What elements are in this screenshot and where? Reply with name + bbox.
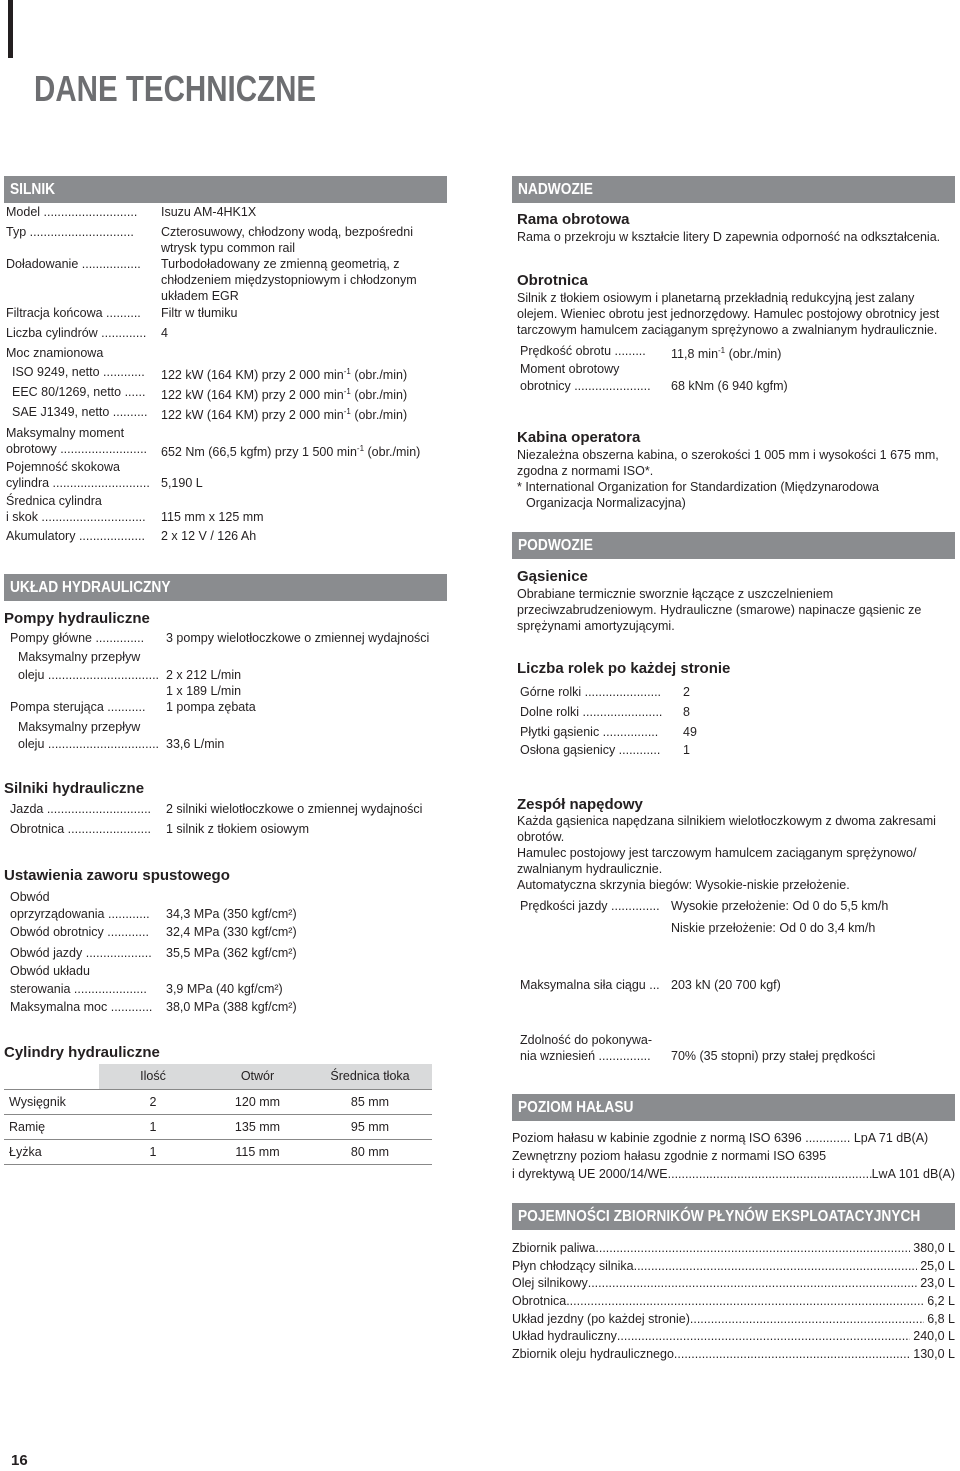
spec-value: 38,0 MPa (388 kgf/cm²) <box>166 1000 297 1014</box>
predkosc-obrotu-value: 11,8 $\min^{-1} (obr./\min)$ <box>671 346 782 361</box>
spec-label: EEC 80/1269, netto ...... <box>12 385 146 399</box>
spec-value: 33,6 L/min <box>166 737 225 751</box>
cylindry-title: Cylindry hydrauliczne <box>4 1044 160 1061</box>
spec-value: Isuzu AM-4HK1X <box>161 205 257 219</box>
spec-label: Osłona gąsienicy ............ <box>520 743 661 757</box>
cylindry-table <box>4 1064 432 1165</box>
spec-label: Maksymalna moc ............ <box>10 1000 153 1014</box>
tank-row: Zbiornik paliwa ..... 380,0 L <box>512 1240 955 1256</box>
table-cell: 135 mm <box>207 1114 308 1139</box>
obrotnica-text-line: Silnik z tłokiem osiowym i planetarną przekładnią redukcyjną jest zalany <box>517 291 915 305</box>
rolki-title: Liczba rolek po każdej stronie <box>517 660 731 677</box>
halas-line-2: Zewnętrzny poziom hałasu zgodnie z normami ISO 6395 <box>512 1149 827 1163</box>
spec-value: 4 <box>161 326 168 340</box>
table-cell: 120 mm <box>207 1089 308 1114</box>
table-cell: Wysięgnik <box>4 1089 99 1114</box>
table-cell: 95 mm <box>308 1114 432 1139</box>
predkosc-obrotu-label: Prędkość obrotu ......... <box>520 344 646 358</box>
spec-label: Obwód <box>10 890 50 904</box>
spec-value: układem EGR <box>161 289 239 303</box>
spec-value: Turbodoładowany ze zmienną geometrią, z <box>161 257 400 271</box>
section-header-hydraulika: UKŁAD HYDRAULICZNY <box>4 574 447 601</box>
table-cell: 2 <box>99 1089 207 1114</box>
spec-value: 2 x 212 L/min <box>166 668 242 682</box>
tank-row: Zbiornik oleju hydraulicznego ..... 130,0 L <box>512 1346 955 1362</box>
spec-label: sterowania ..................... <box>10 982 147 996</box>
spec-label: Płytki gąsienic ................ <box>520 725 659 739</box>
spec-value: 1 x 189 L/min <box>166 684 242 698</box>
spec-label: Akumulatory ................... <box>6 529 145 543</box>
obrotnica-text-line: olejem. Wieniec obrotu jest jednorzędowy. Hamulec postojowy obrotnicy jest <box>517 307 940 321</box>
section-header-zbiorniki: POJEMNOŚCI ZBIORNIKÓW PŁYNÓW EKSPLOATACYJNYCH <box>512 1203 955 1230</box>
spec-value: 122 kW (164 KM) przy 2 000 $\min^{-1} (obr./\min)$ <box>161 387 408 402</box>
obrotnica-title: Obrotnica <box>517 272 588 289</box>
zespol-text-line: obrotów. <box>517 830 565 844</box>
spec-value: 1 silnik z tłokiem osiowym <box>166 822 310 836</box>
page-accent-bar <box>8 0 13 58</box>
zespol-text-line: zwalnianym hydraulicznie. <box>517 862 663 876</box>
spec-label: Pompa sterująca ........... <box>10 700 146 714</box>
spec-value: Czterosuwowy, chłodzony wodą, bezpośredni <box>161 225 413 239</box>
table-header-cell: Średnica tłoka <box>308 1064 432 1089</box>
spec-value: 32,4 MPa (330 kgf/cm²) <box>166 925 297 939</box>
tank-row: Układ hydrauliczny ..... 240,0 L <box>512 1328 955 1344</box>
tank-row: Układ jezdny (po każdej stronie) ..... 6,8 L <box>512 1311 955 1327</box>
spec-label: Typ .............................. <box>6 225 134 239</box>
moment-label: Moment obrotowy <box>520 362 620 376</box>
moment-value: 68 kNm (6 940 kgfm) <box>671 379 788 393</box>
spec-label: Maksymalny moment <box>6 426 125 440</box>
table-cell: 115 mm <box>207 1139 308 1164</box>
spec-value: 1 <box>683 743 690 757</box>
spec-value: 5,190 L <box>161 476 203 490</box>
table-header-cell: Ilość <box>99 1064 207 1089</box>
sila-label: Maksymalna siła ciągu ... <box>520 978 660 992</box>
spec-label: Filtracja końcowa .......... <box>6 306 141 320</box>
spec-label: Moc znamionowa <box>6 346 104 360</box>
spec-label: i skok .............................. <box>6 510 146 524</box>
spec-label: cylindra ............................ <box>6 476 150 490</box>
spec-value: chłodzeniem międzystopniowym i chłodzonym <box>161 273 417 287</box>
spec-label: Dolne rolki ....................... <box>520 705 663 719</box>
spec-value: 2 silniki wielotłoczkowe o zmiennej wydajności <box>166 802 423 816</box>
zespol-text-line: Hamulec postojowy jest tarczowym hamulcem zaciąganym sprężynowo/ <box>517 846 917 860</box>
spec-value: 34,3 MPa (350 kgf/cm²) <box>166 907 297 921</box>
table-row <box>4 1114 432 1139</box>
spec-label: Maksymalny przepływ <box>18 720 141 734</box>
spec-value: wtrysk typu common rail <box>161 241 296 255</box>
zdolnosc-value: 70% (35 stopni) przy stałej prędkości <box>671 1049 876 1063</box>
spec-label: Średnica cylindra <box>6 494 102 508</box>
spec-label: Obwód obrotnicy ............ <box>10 925 149 939</box>
section-header-halas: POZIOM HAŁASU <box>512 1094 955 1121</box>
kabina-text-line: Organizacja Normalizacyjna) <box>526 496 686 510</box>
section-header-nadwozie: NADWOZIE <box>512 176 955 203</box>
zdolnosc-label: Zdolność do pokonywa- <box>520 1033 653 1047</box>
spec-label: Model ........................... <box>6 205 138 219</box>
moment-label-2: obrotnicy ...................... <box>520 379 651 393</box>
spec-value: 49 <box>683 725 697 739</box>
table-cell: 80 mm <box>308 1139 432 1164</box>
spec-value: 3 pompy wielotłoczkowe o zmiennej wydajności <box>166 631 430 645</box>
page-number: 16 <box>11 1452 28 1469</box>
spec-value: 652 Nm (66,5 kgfm) przy 1 500 $\min^{-1} (obr./\min)$ <box>161 444 421 459</box>
page-title: DANE TECHNICZNE <box>34 68 317 109</box>
spec-value: 2 x 12 V / 126 Ah <box>161 529 257 543</box>
gasienice-text-line: Obrabiane termicznie sworznie łączące z uszczelnieniem <box>517 587 834 601</box>
zespol-text-line: Automatyczna skrzynia biegów: Wysokie-niskie przełożenie. <box>517 878 850 892</box>
spec-value: 35,5 MPa (362 kgf/cm²) <box>166 946 297 960</box>
spec-label: SAE J1349, netto .......... <box>12 405 148 419</box>
spec-label: ISO 9249, netto ............ <box>12 365 145 379</box>
kabina-text-line: Niezależna obszerna kabina, o szerokości 1 005 mm i wysokości 1 675 mm, <box>517 448 939 462</box>
zespol-title: Zespół napędowy <box>517 796 643 813</box>
table-header-row <box>4 1064 432 1089</box>
spec-value: 115 mm x 125 mm <box>161 510 264 524</box>
obrotnica-text-line: tarczowym hamulcem zaciąganym sprężynowo a zwalnianym hydraulicznie. <box>517 323 938 337</box>
spec-label: Pojemność skokowa <box>6 460 120 474</box>
table-cell: 85 mm <box>308 1089 432 1114</box>
kabina-text-line: zgodna z normami ISO*. <box>517 464 654 478</box>
tank-row: Obrotnica ..... 6,2 L <box>512 1293 955 1309</box>
gasienice-text-line: sprężynami amortyzującymi. <box>517 619 675 633</box>
predkosci-value-1: Wysokie przełożenie: Od 0 do 5,5 km/h <box>671 899 889 913</box>
kabina-text-line: * International Organization for Standardization (Międzynarodowa <box>517 480 880 494</box>
spec-label: Obwód układu <box>10 964 90 978</box>
spec-label: oleju ................................ <box>18 737 160 751</box>
spec-label: Górne rolki ...................... <box>520 685 662 699</box>
spec-label: Doładowanie ................. <box>6 257 141 271</box>
halas-line-3: i dyrektywą UE 2000/14/WE ..... LwA 101 dB(A) <box>512 1166 955 1182</box>
gasienice-title: Gąsienice <box>517 568 588 585</box>
table-header-cell: Otwór <box>207 1064 308 1089</box>
halas-line-1: Poziom hałasu w kabinie zgodnie z normą ISO 6396 ............. LpA 71 dB(A) <box>512 1131 929 1145</box>
spec-label: Maksymalny przepływ <box>18 650 141 664</box>
section-header-podwozie: PODWOZIE <box>512 532 955 559</box>
spec-label: Jazda .............................. <box>10 802 152 816</box>
table-row <box>4 1089 432 1114</box>
spec-value: 3,9 MPa (40 kgf/cm²) <box>166 982 283 996</box>
spec-label: obrotowy ......................... <box>6 442 148 456</box>
zespol-text-line: Każda gąsienica napędzana silnikiem wielotłoczkowym z dwoma zakresami <box>517 814 936 828</box>
rama-text: Rama o przekroju w kształcie litery D zapewnia odporność na odkształcenia. <box>517 230 941 244</box>
spec-label: Obwód jazdy ................... <box>10 946 152 960</box>
table-row <box>4 1139 432 1164</box>
table-cell: 1 <box>99 1139 207 1164</box>
tank-row: Olej silnikowy ..... 23,0 L <box>512 1275 955 1291</box>
table-header-cell <box>4 1064 99 1089</box>
spec-value: 122 kW (164 KM) przy 2 000 $\min^{-1} (obr./\min)$ <box>161 407 408 422</box>
spec-value: 2 <box>683 685 690 699</box>
tank-row: Płyn chłodzący silnika ..... 25,0 L <box>512 1258 955 1274</box>
spec-value: 122 kW (164 KM) przy 2 000 $\min^{-1} (obr./\min)$ <box>161 367 408 382</box>
spec-label: Liczba cylindrów ............. <box>6 326 147 340</box>
zawor-title: Ustawienia zaworu spustowego <box>4 867 230 884</box>
spec-value: 1 pompa zębata <box>166 700 256 714</box>
table-cell: Łyżka <box>4 1139 99 1164</box>
sila-value: 203 kN (20 700 kgf) <box>671 978 781 992</box>
table-cell: Ramię <box>4 1114 99 1139</box>
predkosci-value-2: Niskie przełożenie: Od 0 do 3,4 km/h <box>671 921 876 935</box>
spec-label: Pompy główne .............. <box>10 631 145 645</box>
silniki-title: Silniki hydrauliczne <box>4 780 145 797</box>
rama-title: Rama obrotowa <box>517 211 630 228</box>
kabina-title: Kabina operatora <box>517 429 641 446</box>
section-header-silnik: SILNIK <box>4 176 447 203</box>
spec-label: Obrotnica ........................ <box>10 822 152 836</box>
pompy-title: Pompy hydrauliczne <box>4 610 150 627</box>
table-cell: 1 <box>99 1114 207 1139</box>
spec-label: oprzyrządowania ............ <box>10 907 150 921</box>
gasienice-text-line: przeciwzabrudzeniowym. Hydrauliczne (smarowe) napinacze gąsienic ze <box>517 603 922 617</box>
predkosci-label: Prędkości jazdy .............. <box>520 899 660 913</box>
spec-value: 8 <box>683 705 690 719</box>
zdolnosc-label-2: nia wzniesień ............... <box>520 1049 651 1063</box>
spec-label: oleju ................................ <box>18 668 160 682</box>
spec-value: Filtr w tłumiku <box>161 306 238 320</box>
